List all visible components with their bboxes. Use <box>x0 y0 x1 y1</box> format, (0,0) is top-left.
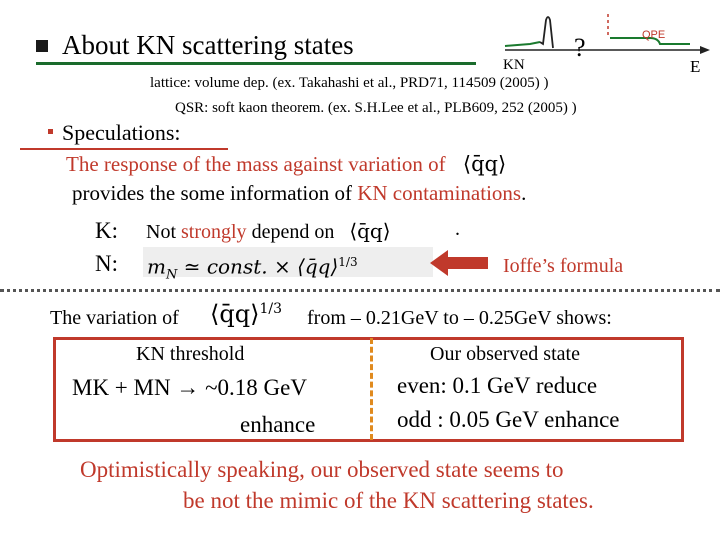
speculations-heading: Speculations: <box>62 120 181 145</box>
lattice-note: lattice: volume dep. (ex. Takahashi et al., PRD71, 114509 (2005) ) <box>150 75 549 91</box>
threshold-enhance: enhance <box>240 412 316 437</box>
spectrum-diagram <box>500 8 715 78</box>
response-line-1 <box>66 152 506 177</box>
speculations-rule <box>20 148 228 150</box>
title-rule <box>36 62 476 65</box>
variation-qq-symbol: ⟨q̄q⟩$^{1/3}$ <box>210 300 282 328</box>
period-text: . <box>521 181 527 205</box>
box-divider <box>370 338 373 440</box>
odd-parity-value: odd : 0.05 GeV enhance <box>397 407 620 432</box>
variation-lead: The variation of <box>50 307 179 329</box>
k-qq-symbol: ⟨q̄q⟩ <box>349 219 391 243</box>
diagram-axis-label: E <box>690 57 701 76</box>
axis-arrow <box>700 46 710 54</box>
diagram-kn-label: KN <box>503 57 525 73</box>
qpe-label: QPE <box>642 29 666 41</box>
kn-continuum-line <box>505 42 540 46</box>
question-mark: ? <box>574 33 586 62</box>
kn-contamination-text: KN contaminations <box>357 181 522 205</box>
conclusion-line-1: Optimistically speaking, our observed state seems to <box>80 457 564 482</box>
variation-of-text: variation of <box>348 152 446 176</box>
title-bullet <box>36 40 48 52</box>
response-line-2 <box>72 181 526 206</box>
k-depend: depend on <box>246 221 335 243</box>
speculations-bullet <box>48 129 53 134</box>
response-text: The response of the mass against <box>66 152 349 176</box>
k-statement <box>146 219 391 244</box>
n-label: N: <box>95 251 118 276</box>
ioffe-formula-label: Ioffe’s formula <box>503 255 624 277</box>
resonance-peak <box>540 17 553 48</box>
conclusion-line-2: be not the mimic of the KN scattering states. <box>183 488 594 513</box>
k-label: K: <box>95 218 118 243</box>
provides-text: provides the some information of <box>72 181 358 205</box>
even-parity-value: even: 0.1 GeV reduce <box>397 373 598 398</box>
arrow-left-icon <box>430 248 490 278</box>
observed-state-heading: Our observed state <box>430 343 580 365</box>
qq-condensate-symbol: ⟨q̄q⟩ <box>462 152 507 176</box>
qsr-note: QSR: soft kaon theorem. (ex. S.H.Lee et al., PLB609, 252 (2005) ) <box>175 100 577 116</box>
dotted-divider <box>0 289 720 292</box>
ioffe-formula-image: $m_N$ ≃ const. × ⟨q̄q⟩$^{1/3}$ <box>143 247 433 277</box>
mk-mn-value: MK + MN → ~0.18 GeV <box>72 375 307 400</box>
kn-threshold-heading: KN threshold <box>136 343 245 365</box>
k-strongly: strongly <box>181 221 247 243</box>
k-not: Not <box>146 221 181 243</box>
slide-title: About KN scattering states <box>62 30 354 60</box>
variation-tail: from – 0.21GeV to – 0.25GeV shows: <box>307 307 612 329</box>
k-period: . <box>455 218 460 240</box>
